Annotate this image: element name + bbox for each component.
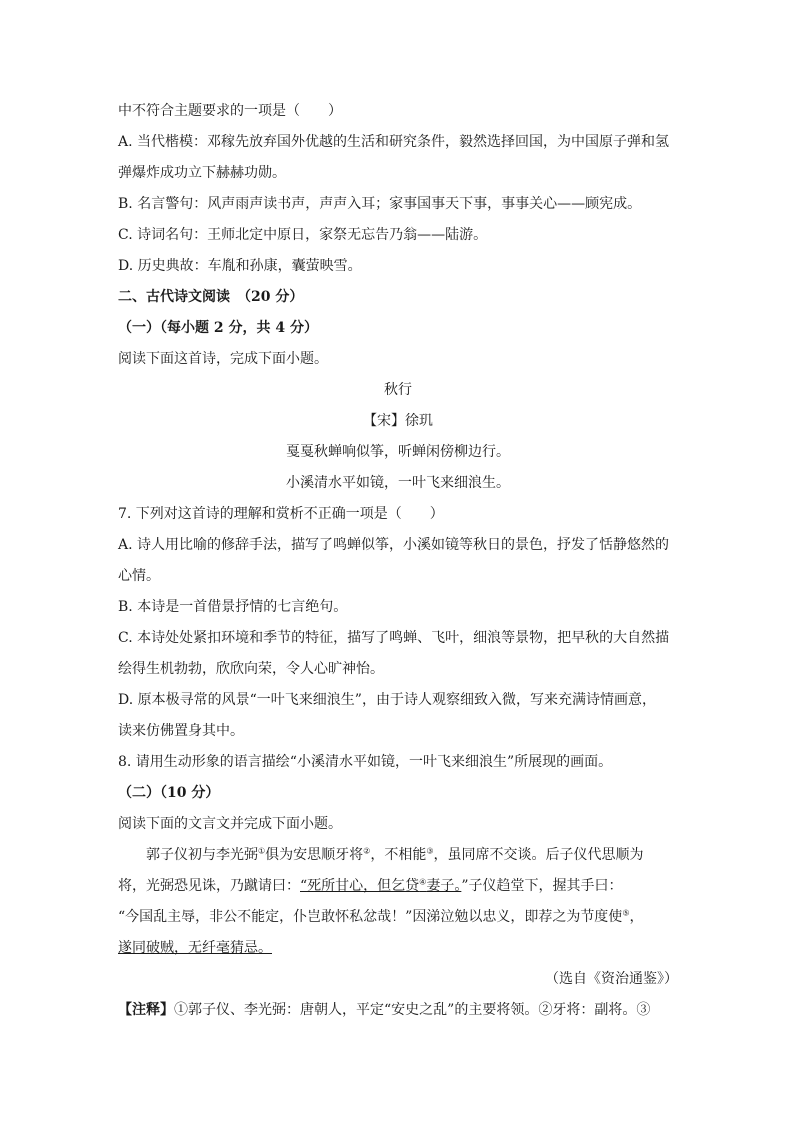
q7-option-d-line1: D. 原本极寻常的风景“一叶飞来细浪生”，由于诗人观察细致入微，写来充满诗情画意， [118,692,656,708]
q7-option-d-line2: 读来仿佛置身其中。 [118,723,244,739]
passage-line-1 [118,840,678,871]
underlined-sentence-1 [300,878,461,894]
passage-text: “今国乱主辱，非公不能定，仆岂敢怀私忿哉！”因涕泣勉以忠义，即荐之为节度使 [118,909,623,925]
q6-stem-tail: 中不符合主题要求的一项是（ ） [118,103,342,119]
note-marker-2: ② [363,846,371,856]
underlined-text: 妻子。 [426,878,462,894]
notes-label: 【注释】 [118,1002,174,1018]
underlined-text: “死所甘心，但乞贷 [300,878,420,894]
passage-line-4 [118,933,678,964]
q6-option-b: B. 名言警句：风声雨声读书声，声声入耳；家事国事天下事，事事关心——顾宪成。 [118,196,642,212]
passage-text: 将，光弼恐见诛，乃蹴请曰： [118,878,300,894]
q7-option-c-line2: 绘得生机勃勃，欣欣向荣，令人心旷神怡。 [118,661,384,677]
poem-line-1: 戛戛秋蝉响似筝，听蝉闲傍柳边行。 [286,444,510,460]
passage-text: ，不相能 [370,847,427,863]
q7-stem: 7. 下列对这首诗的理解和赏析不正确一项是（ ） [118,506,444,522]
underlined-sentence-2: 遂同破贼，无纤毫猜忌。 [118,940,272,956]
poem-line-2: 小溪清水平如镜，一叶飞来细浪生。 [286,475,510,491]
q6-option-a-line1: A. 当代楷模：邓稼先放弃国外优越的生活和研究条件，毅然选择回国，为中国原子弹和氢 [118,134,670,150]
note-marker-5: ⑤ [622,908,630,918]
document-page [118,96,678,1026]
q7-option-b: B. 本诗是一首借景抒情的七言绝句。 [118,599,348,615]
part2-instruction: 阅读下面的文言文并完成下面小题。 [118,816,342,832]
q6-option-d: D. 历史典故：车胤和孙康，囊萤映雪。 [118,258,362,274]
passage-text: 俱为安思顺牙将 [265,847,364,863]
passage-line-3 [118,902,678,933]
part2-title: （二）（10 分） [118,785,220,801]
poem-title: 秋行 [384,382,412,398]
notes-text: ①郭子仪、李光弼：唐朝人，平定“安史之乱”的主要将领。②牙将：副将。③ [174,1002,651,1018]
part1-instruction: 阅读下面这首诗，完成下面小题。 [118,351,328,367]
q8-stem: 8. 请用生动形象的语言描绘“小溪清水平如镜，一叶飞来细浪生”所展现的画面。 [118,754,613,770]
passage-text: 郭子仪初与李光弼 [146,847,258,863]
passage-source: （选自《资治通鉴》） [545,971,678,987]
passage-text: ”子仪趋堂下，握其手曰： [461,878,623,894]
note-marker-3: ③ [426,846,434,856]
q6-option-c: C. 诗词名句：王师北定中原日，家祭无忘告乃翁——陆游。 [118,227,488,243]
q7-option-c-line1: C. 本诗处处紧扣环境和季节的特征，描写了鸣蝉、飞叶，细浪等景物，把早秋的大自然描 [118,630,670,646]
poem-author: 【宋】徐玑 [363,413,433,429]
q6-option-a-line2: 弹爆炸成功立下赫赫功勋。 [118,165,286,181]
passage-text: ， [629,909,644,925]
q7-option-a-line1: A. 诗人用比喻的修辞手法，描写了鸣蝉似筝，小溪如镜等秋日的景色，抒发了恬静悠然的 [118,537,670,553]
note-marker-1: ① [258,846,266,856]
note-marker-4: ④ [419,877,427,887]
passage-line-2 [118,871,678,902]
part1-title: （一）（每小题 2 分，共 4 分） [118,320,318,336]
notes-line [118,995,678,1026]
q7-option-a-line2: 心情。 [118,568,160,584]
section-title: 二、古代诗文阅读 （20 分） [118,289,304,305]
passage-text: ，虽同席不交谈。后子仪代思顺为 [433,847,644,863]
